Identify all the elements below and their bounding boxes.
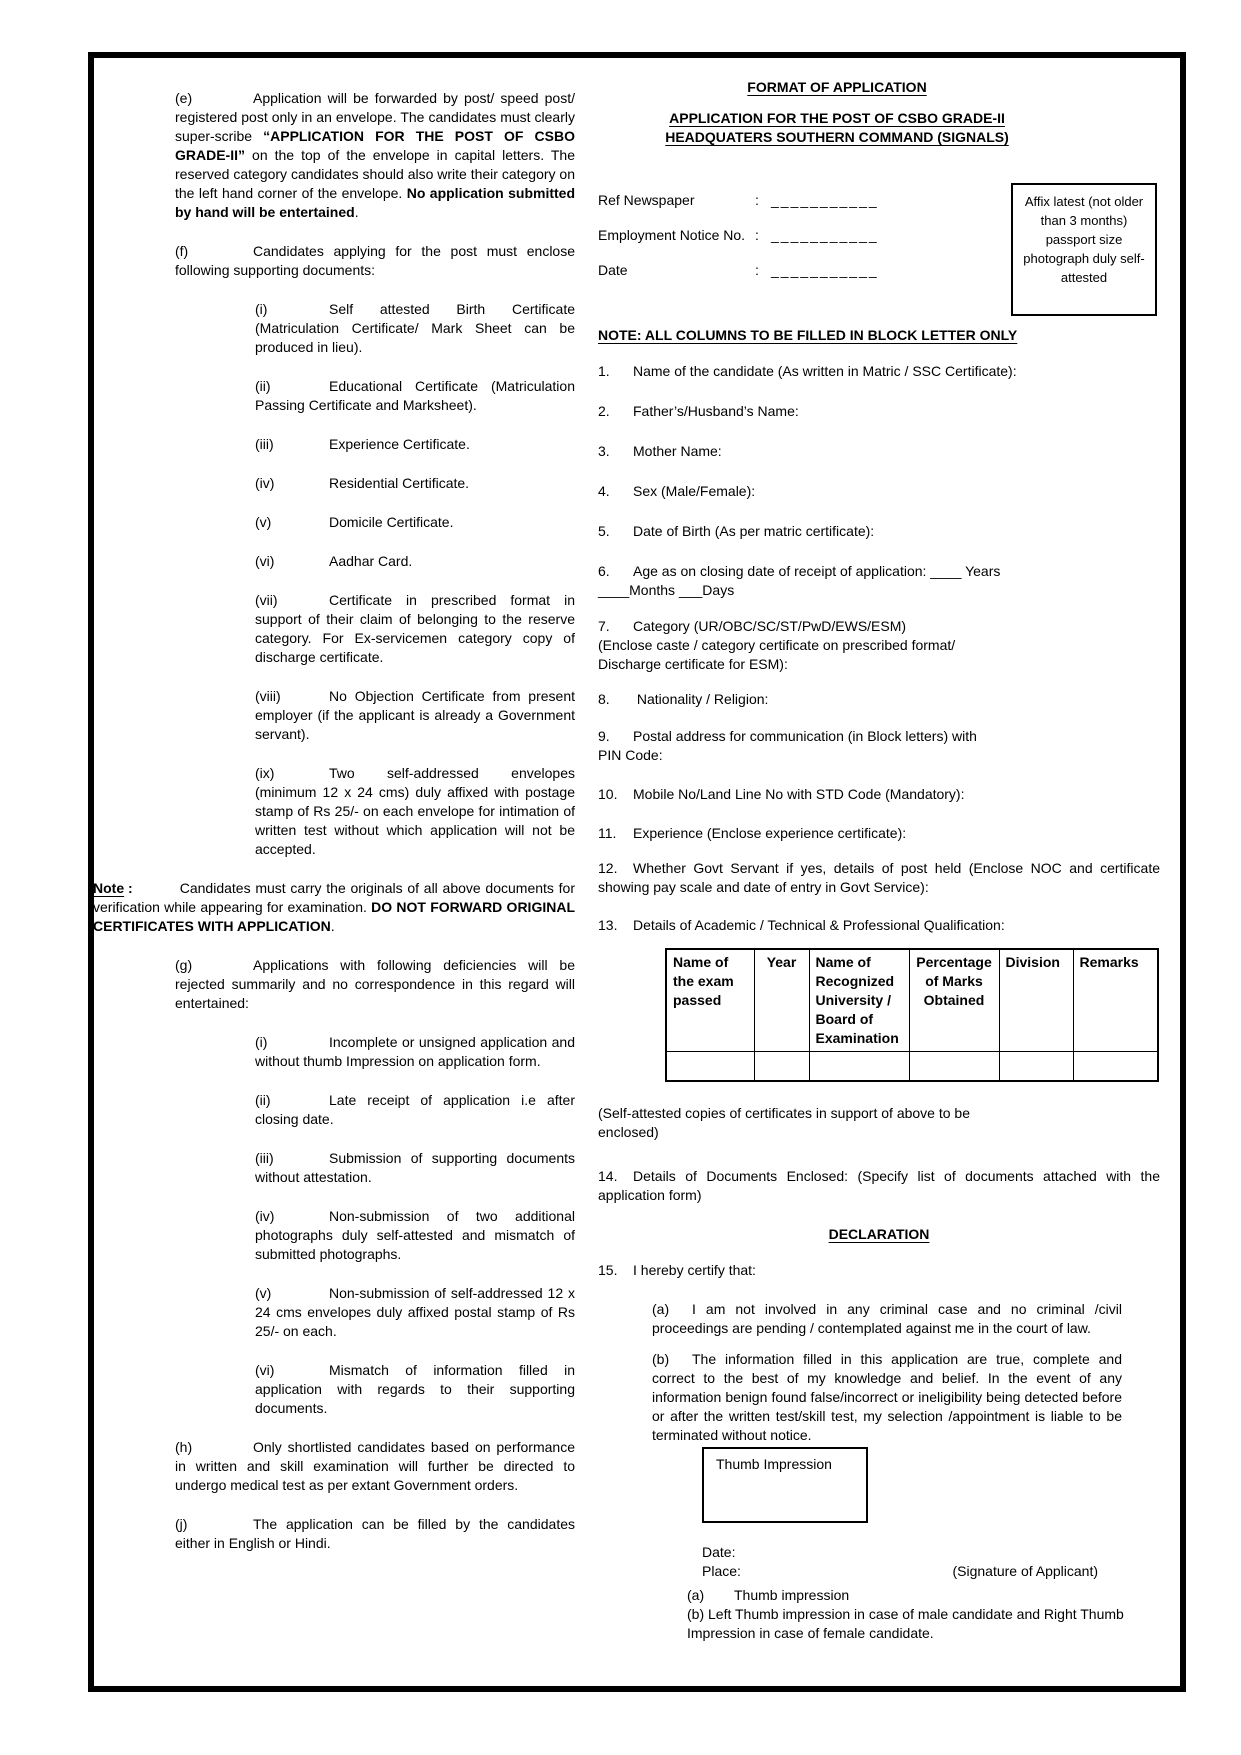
item-number: 1. bbox=[598, 363, 610, 379]
form-item-2 bbox=[598, 402, 1160, 421]
item-label: (ii) bbox=[255, 1092, 271, 1108]
item-text: No Objection Certificate from present employer (if the applicant is already a Government servant). bbox=[255, 688, 575, 742]
form-item-9 bbox=[598, 727, 1160, 765]
empty-cell bbox=[809, 1052, 909, 1082]
para-text: Only shortlisted candidates based on performance in written and skill examination will further be directed to undergo medical test as per extant Government orders. bbox=[175, 1439, 575, 1493]
col-header-year: Year bbox=[754, 949, 809, 1052]
clause-text: I am not involved in any criminal case and no criminal /civil proceedings are pending / contemplated against me in the court of law. bbox=[652, 1301, 1122, 1336]
item-text: Aadhar Card. bbox=[329, 553, 413, 569]
form-subtitle bbox=[598, 109, 1076, 147]
form-item-14 bbox=[598, 1167, 1160, 1205]
col-header-exam: Name of the exam passed bbox=[666, 949, 754, 1052]
item-text: Incomplete or unsigned application and without thumb Impression on application form. bbox=[255, 1034, 575, 1069]
item-label: (vi) bbox=[255, 1362, 275, 1378]
item-text: Mobile No/Land Line No with STD Code (Mandatory): bbox=[633, 786, 965, 802]
para-bold-text: No application submitted by hand will be entertained bbox=[175, 185, 575, 220]
para-e bbox=[175, 89, 575, 222]
item-text: Submission of supporting documents without attestation. bbox=[255, 1150, 575, 1185]
col-header-percentage: Percentage of Marks Obtained bbox=[909, 949, 999, 1052]
photo-affix-text: Affix latest (not older than 3 months) passport size photograph duly self-attested bbox=[1023, 194, 1145, 285]
form-item-13 bbox=[598, 916, 1160, 935]
form-subtitle-line2: HEADQUATERS SOUTHERN COMMAND (SIGNALS) bbox=[665, 129, 1009, 145]
item-text: Sex (Male/Female): bbox=[633, 483, 756, 499]
form-item-7 bbox=[598, 617, 1160, 674]
para-label: (j) bbox=[175, 1516, 188, 1532]
item-text-line3: Discharge certificate for ESM): bbox=[598, 656, 788, 672]
list-item bbox=[255, 1033, 575, 1071]
item-label: (v) bbox=[255, 1285, 272, 1301]
form-item-3 bbox=[598, 442, 1160, 461]
item-label: (vii) bbox=[255, 592, 278, 608]
item-number: 14. bbox=[598, 1168, 618, 1184]
item-number: 2. bbox=[598, 403, 610, 419]
item-text: Name of the candidate (As written in Matric / SSC Certificate): bbox=[633, 363, 1017, 379]
note-paragraph bbox=[93, 879, 575, 936]
para-g bbox=[175, 956, 575, 1013]
empty-cell bbox=[666, 1052, 754, 1082]
list-item bbox=[255, 474, 575, 493]
item-text: Whether Govt Servant if yes, details of post held (Enclose NOC and certificate showing pay scale and date of entry in Govt Service): bbox=[598, 860, 1160, 895]
item-text-line2: ____Months ___Days bbox=[598, 582, 735, 598]
item-text: Educational Certificate (Matriculation Passing Certificate and Marksheet). bbox=[255, 378, 575, 413]
col-header-remarks: Remarks bbox=[1073, 949, 1158, 1052]
field-label: Date bbox=[598, 262, 628, 278]
item-number: 7. bbox=[598, 618, 610, 634]
item-text: Category (UR/OBC/SC/ST/PwD/EWS/ESM) bbox=[633, 618, 907, 634]
para-label: (g) bbox=[175, 957, 193, 973]
declaration-heading: DECLARATION bbox=[828, 1226, 930, 1242]
item-text-line2: (Enclose caste / category certificate on prescribed format/ bbox=[598, 637, 956, 653]
field-blank-line: ___________ bbox=[771, 262, 879, 278]
note-text: . bbox=[330, 918, 335, 934]
list-item bbox=[255, 1284, 575, 1341]
form-item-6 bbox=[598, 562, 1160, 600]
form-item-10 bbox=[598, 785, 1160, 804]
item-text: Residential Certificate. bbox=[329, 475, 470, 491]
list-item bbox=[255, 300, 575, 357]
form-subtitle-line1: APPLICATION FOR THE POST OF CSBO GRADE-II bbox=[669, 110, 1005, 126]
thumb-impression-box bbox=[702, 1447, 868, 1523]
field-blank-line: ___________ bbox=[771, 192, 879, 208]
field-colon: : bbox=[755, 227, 759, 243]
field-label: Employment Notice No. bbox=[598, 227, 746, 243]
item-text: I hereby certify that: bbox=[633, 1262, 756, 1278]
list-item bbox=[255, 591, 575, 667]
form-item-11 bbox=[598, 824, 1160, 843]
field-blank-line: ___________ bbox=[771, 227, 879, 243]
item-text: Mother Name: bbox=[633, 443, 722, 459]
item-label: (ix) bbox=[255, 765, 275, 781]
item-number: 15. bbox=[598, 1262, 618, 1278]
note-label bbox=[93, 879, 175, 898]
list-item bbox=[255, 1091, 575, 1129]
item-label: (iii) bbox=[255, 1150, 274, 1166]
item-label: (viii) bbox=[255, 688, 281, 704]
list-item bbox=[255, 513, 575, 532]
empty-cell bbox=[909, 1052, 999, 1082]
clause-label: (a) bbox=[652, 1301, 670, 1317]
item-text: Mismatch of information filled in application with regards to their supporting documents. bbox=[255, 1362, 575, 1416]
field-colon: : bbox=[755, 262, 759, 278]
para-text: Candidates applying for the post must enclose following supporting documents: bbox=[175, 243, 575, 278]
para-text: . bbox=[354, 204, 359, 220]
list-item bbox=[255, 1207, 575, 1264]
item-label: (iv) bbox=[255, 1208, 275, 1224]
item-text: Age as on closing date of receipt of application: ____ Years bbox=[633, 563, 1001, 579]
empty-cell bbox=[999, 1052, 1073, 1082]
item-text: Experience (Enclose experience certificate): bbox=[633, 825, 907, 841]
photo-affix-box bbox=[1011, 183, 1157, 316]
item-text: Domicile Certificate. bbox=[329, 514, 454, 530]
item-label: (ii) bbox=[255, 378, 271, 394]
form-item-5 bbox=[598, 522, 1160, 541]
item-label: (i) bbox=[255, 301, 268, 317]
item-number: 3. bbox=[598, 443, 610, 459]
declaration-clause-b bbox=[652, 1350, 1122, 1445]
form-item-4 bbox=[598, 482, 1160, 501]
item-text: Details of Academic / Technical & Professional Qualification: bbox=[633, 917, 1005, 933]
item-text: Non-submission of self-addressed 12 x 24 cms envelopes duly affixed postal stamp of Rs 25/- on each. bbox=[255, 1285, 575, 1339]
item-text: Two self-addressed envelopes (minimum 12 x 24 cms) duly affixed with postage stamp of Rs 25/- on each envelope for intimation of written test without which application will not be accepted. bbox=[255, 765, 575, 857]
note-colon: : bbox=[124, 880, 133, 896]
item-number: 12. bbox=[598, 860, 618, 876]
para-bold-text: “APPLICATION FOR THE POST OF CSBO GRADE-II” bbox=[175, 128, 575, 163]
para-text: on the top of the envelope in capital letters. The reserved category candidates should also write their category on the left hand corner of the envelope. bbox=[175, 147, 575, 201]
item-text: Postal address for communication (in Block letters) with bbox=[633, 728, 977, 744]
item-text: Self attested Birth Certificate (Matriculation Certificate/ Mark Sheet can be produced in lieu). bbox=[255, 301, 575, 355]
table-header-row bbox=[666, 949, 1158, 1052]
para-j bbox=[175, 1515, 575, 1553]
list-item bbox=[255, 764, 575, 859]
footnote-b: (b) Left Thumb impression in case of male candidate and Right Thumb Impression in case of female candidate. bbox=[687, 1606, 1124, 1641]
footnote-text: Thumb impression bbox=[734, 1587, 850, 1603]
list-item bbox=[255, 435, 575, 454]
signature-label: (Signature of Applicant) bbox=[952, 1563, 1098, 1579]
item-number: 13. bbox=[598, 917, 618, 933]
note-text: Candidates must carry the originals of all above documents for verification while appearing for examination. bbox=[93, 880, 575, 915]
self-attested-note: (Self-attested copies of certificates in support of above to be enclosed) bbox=[598, 1105, 970, 1140]
empty-cell bbox=[1073, 1052, 1158, 1082]
field-colon: : bbox=[755, 192, 759, 208]
form-item-1 bbox=[598, 362, 1160, 381]
note-bold-text: DO NOT FORWARD ORIGINAL CERTIFICATES WITH APPLICATION bbox=[93, 899, 575, 934]
item-label: (i) bbox=[255, 1034, 268, 1050]
item-text-line2: PIN Code: bbox=[598, 747, 663, 763]
item-text: Details of Documents Enclosed: (Specify list of documents attached with the application form) bbox=[598, 1168, 1160, 1203]
item-text: Certificate in prescribed format in support of their claim of belonging to the reserve category. For Ex-servicemen category copy of discharge certificate. bbox=[255, 592, 575, 665]
clause-label: (b) bbox=[652, 1351, 670, 1367]
item-text: Date of Birth (As per matric certificate): bbox=[633, 523, 875, 539]
form-item-8 bbox=[598, 690, 1160, 709]
date-line: Date: bbox=[702, 1544, 736, 1560]
left-column bbox=[93, 89, 575, 1573]
item-number: 9. bbox=[598, 728, 610, 744]
item-text: Experience Certificate. bbox=[329, 436, 470, 452]
item-label: (v) bbox=[255, 514, 272, 530]
table-empty-row bbox=[666, 1052, 1158, 1082]
place-line bbox=[702, 1562, 1160, 1581]
col-header-university: Name of Recognized University / Board of Examination bbox=[809, 949, 909, 1052]
item-number: 6. bbox=[598, 563, 610, 579]
clause-text: The information filled in this application are true, complete and correct to the best of my knowledge and belief. In the event of any information benign found false/incorrect or ineligibility being detected before or after the written test/skill test, my selection /appointment is liable to be terminated without notice. bbox=[652, 1351, 1122, 1443]
footnote-a bbox=[687, 1586, 1160, 1605]
item-number: 4. bbox=[598, 483, 610, 499]
form-item-15 bbox=[598, 1261, 1160, 1280]
para-text: Applications with following deficiencies will be rejected summarily and no correspondence in this regard will entertained: bbox=[175, 957, 575, 1011]
list-item bbox=[255, 377, 575, 415]
item-text: Late receipt of application i.e after closing date. bbox=[255, 1092, 575, 1127]
item-number: 11. bbox=[598, 825, 617, 841]
list-item bbox=[255, 1361, 575, 1418]
empty-cell bbox=[754, 1052, 809, 1082]
note-label-text: Note bbox=[93, 880, 125, 896]
para-label: (e) bbox=[175, 90, 193, 106]
item-number: 5. bbox=[598, 523, 610, 539]
para-h bbox=[175, 1438, 575, 1495]
item-number: 10. bbox=[598, 786, 618, 802]
block-letter-note: NOTE: ALL COLUMNS TO BE FILLED IN BLOCK LETTER ONLY bbox=[598, 327, 1018, 343]
right-column bbox=[598, 78, 1160, 1643]
para-text: Application will be forwarded by post/ speed post/ registered post only in an envelope. The candidates must clearly super-scribe bbox=[175, 90, 575, 144]
col-header-division: Division bbox=[999, 949, 1073, 1052]
footnote-label: (a) bbox=[687, 1587, 705, 1603]
para-f bbox=[175, 242, 575, 280]
declaration-clause-a bbox=[652, 1300, 1122, 1338]
thumb-impression-label: Thumb Impression bbox=[716, 1456, 832, 1472]
place-label: Place: bbox=[702, 1563, 741, 1579]
field-label: Ref Newspaper bbox=[598, 192, 695, 208]
item-text: Nationality / Religion: bbox=[633, 691, 769, 707]
item-text: Non-submission of two additional photographs duly self-attested and mismatch of submitted photographs. bbox=[255, 1208, 575, 1262]
item-text: Father’s/Husband’s Name: bbox=[633, 403, 799, 419]
form-item-12 bbox=[598, 859, 1160, 897]
list-item bbox=[255, 1149, 575, 1187]
item-number: 8. bbox=[598, 691, 610, 707]
list-item bbox=[255, 552, 575, 571]
form-title: FORMAT OF APPLICATION bbox=[747, 79, 927, 95]
para-label: (f) bbox=[175, 243, 189, 259]
item-label: (iii) bbox=[255, 436, 274, 452]
qualification-table bbox=[665, 948, 1159, 1082]
item-label: (iv) bbox=[255, 475, 275, 491]
para-label: (h) bbox=[175, 1439, 193, 1455]
para-text: The application can be filled by the candidates either in English or Hindi. bbox=[175, 1516, 575, 1551]
item-label: (vi) bbox=[255, 553, 275, 569]
list-item bbox=[255, 687, 575, 744]
